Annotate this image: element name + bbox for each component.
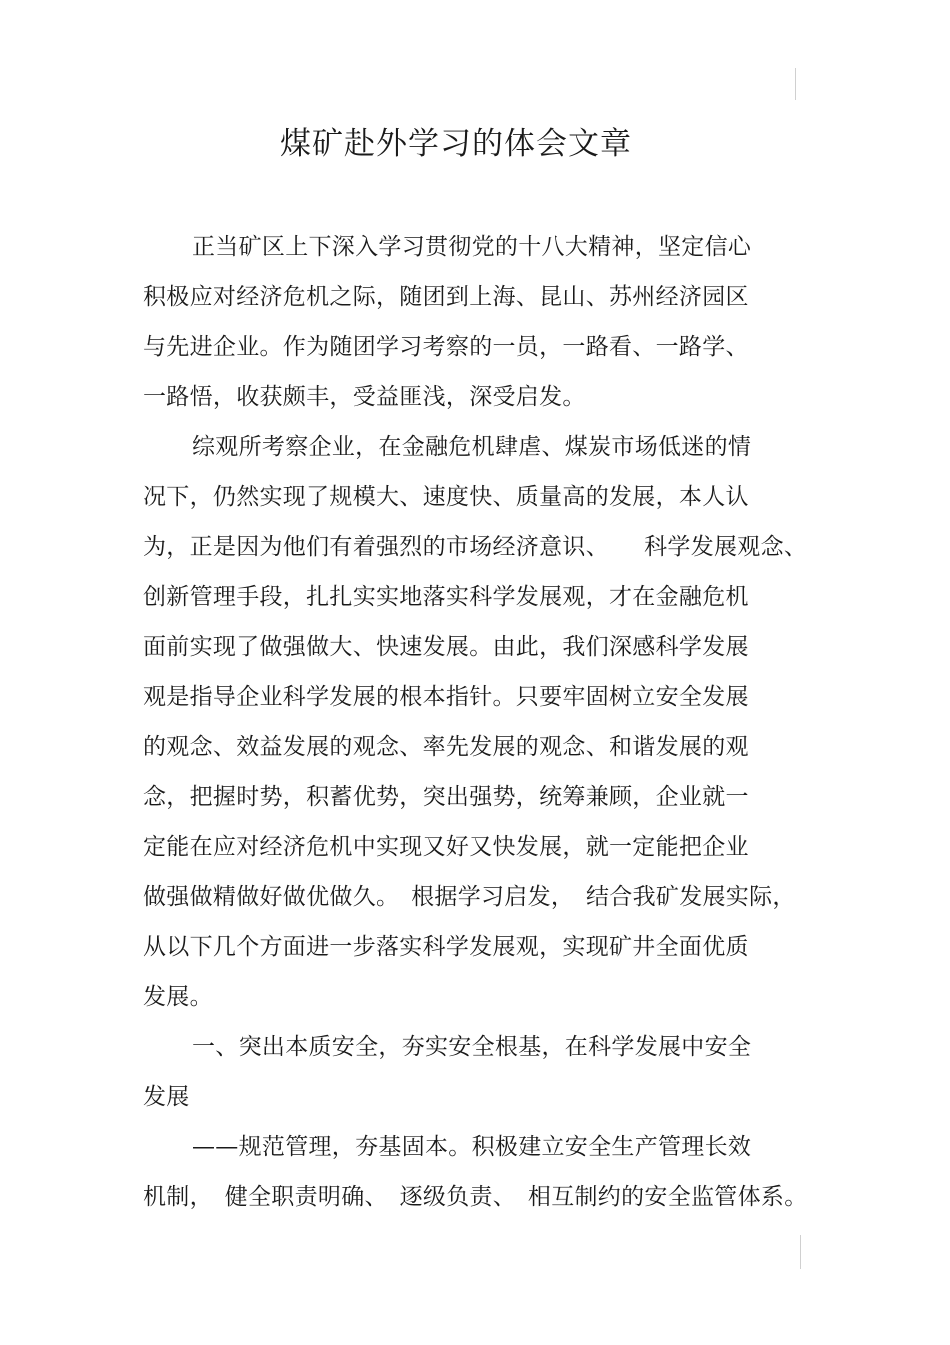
paragraph-line: 为，正是因为他们有着强烈的市场经济意识、 科学发展观念、	[143, 534, 808, 560]
paragraph-line: 发展。	[143, 984, 213, 1010]
paragraph-line: 一路悟，收获颇丰，受益匪浅，深受启发。	[143, 384, 586, 410]
paragraph-line: 与先进企业。作为随团学习考察的一员，一路看、一路学、	[143, 334, 749, 360]
paragraph-line: 创新管理手段，扎扎实实地落实科学发展观，才在金融危机	[143, 584, 749, 610]
paragraph-line: 综观所考察企业，在金融危机肆虐、煤炭市场低迷的情	[192, 434, 752, 460]
paragraph-line: 机制， 健全职责明确、 逐级负责、 相互制约的安全监管体系。	[143, 1184, 808, 1210]
page-edge-mark-top	[795, 68, 796, 100]
paragraph-line: 定能在应对经济危机中实现又好又快发展，就一定能把企业	[143, 834, 749, 860]
paragraph-line: 做强做精做好做优做久。 根据学习启发， 结合我矿发展实际，	[143, 884, 796, 910]
paragraph-line: 正当矿区上下深入学习贯彻党的十八大精神，坚定信心	[192, 234, 752, 260]
paragraph-line: 从以下几个方面进一步落实科学发展观，实现矿井全面优质	[143, 934, 749, 960]
document-title: 煤矿赴外学习的体会文章	[280, 126, 632, 162]
section-heading-line: 发展	[143, 1084, 190, 1110]
page-edge-mark-bottom	[800, 1235, 801, 1269]
paragraph-line: ——规范管理，夯基固本。积极建立安全生产管理长效	[192, 1134, 752, 1160]
paragraph-line: 面前实现了做强做大、快速发展。由此，我们深感科学发展	[143, 634, 749, 660]
paragraph-line: 的观念、效益发展的观念、率先发展的观念、和谐发展的观	[143, 734, 749, 760]
paragraph-line: 积极应对经济危机之际，随团到上海、昆山、苏州经济园区	[143, 284, 749, 310]
paragraph-line: 观是指导企业科学发展的根本指针。只要牢固树立安全发展	[143, 684, 749, 710]
section-heading-line: 一、突出本质安全，夯实安全根基，在科学发展中安全	[192, 1034, 752, 1060]
paragraph-line: 况下，仍然实现了规模大、速度快、质量高的发展，本人认	[143, 484, 749, 510]
paragraph-line: 念，把握时势，积蓄优势，突出强势，统筹兼顾，企业就一	[143, 784, 749, 810]
